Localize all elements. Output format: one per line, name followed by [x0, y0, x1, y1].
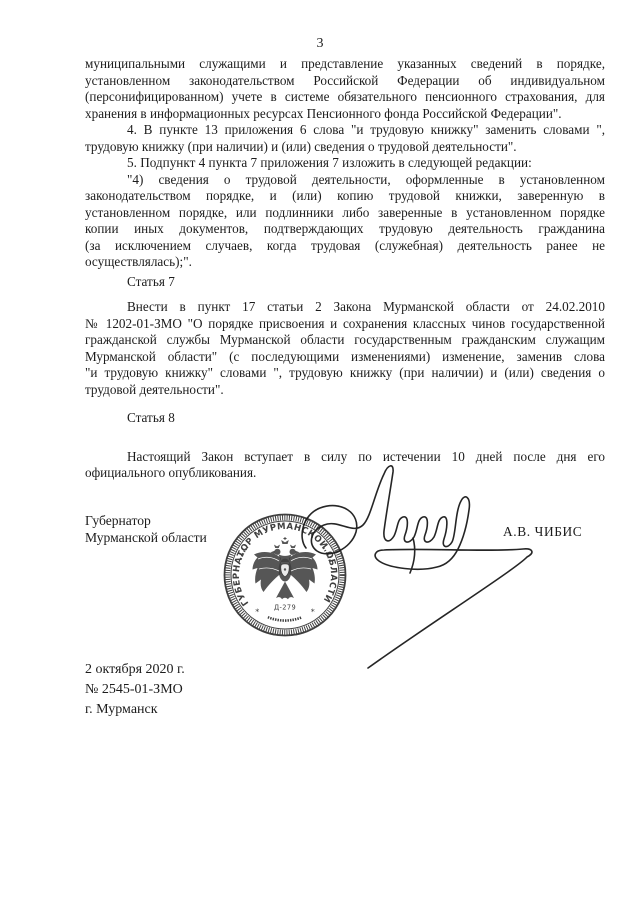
seal-ring-text: ГУБЕРНАТОР МУРМАНСКОЙ ОБЛАСТИ: [231, 521, 339, 608]
seal-number: Д-279: [273, 603, 297, 612]
page-number: 3: [316, 36, 324, 51]
signatory-title: [85, 512, 207, 546]
text-line: (персонифицированном) учете в системе обязательного пенсионного страхования, для: [85, 89, 605, 104]
text-line: хранения в информационных ресурсах Пенсионного фонда Российской Федерации".: [85, 105, 562, 121]
text-line: Статья 7: [127, 273, 175, 289]
paragraph: [85, 299, 605, 398]
text-line: установленном порядке, или подлинники либо заверенные в установленном порядке: [85, 204, 605, 220]
text-line: официального опубликования.: [85, 465, 257, 480]
document-city: г. Мурманск: [85, 702, 158, 717]
text-line: Настоящий Закон вступает в силу по истечении 10 дней после дня его: [127, 448, 605, 464]
text-line: муниципальными служащими и представление указанных сведений в порядке,: [85, 56, 605, 71]
text-line: Мурманской области" (с последующими изменениями) изменение, заменив слова: [85, 348, 605, 364]
text-line: (за исключением случаев, когда трудовая (служебная) деятельность ранее не: [85, 237, 605, 253]
article-heading: [85, 410, 605, 427]
article-heading: [85, 274, 605, 291]
signatory-name: А.В. ЧИБИС: [503, 524, 583, 539]
seal-separator-right: *: [310, 607, 315, 617]
text-line: Статья 8: [127, 410, 175, 425]
text-line: копии иных документов, подтверждающих трудовую деятельность гражданина: [85, 221, 605, 236]
text-line: осуществлялась);".: [85, 254, 192, 269]
document-date: 2 октября 2020 г.: [85, 662, 185, 677]
seal-separator-left: *: [255, 607, 260, 617]
paragraph: [85, 56, 605, 122]
text-line: трудовую книжку (при наличии) и (или) сведения о трудовой деятельности".: [85, 138, 517, 154]
document-footer: [85, 660, 185, 720]
text-line: Внести в пункт 17 статьи 2 Закона Мурманской области от 24.02.2010: [127, 299, 605, 314]
paragraph: [85, 122, 605, 155]
paragraph: [85, 172, 605, 271]
text-line: гражданской службы Мурманской области государственным гражданским служащим: [85, 332, 605, 347]
text-line: законодательством порядке, и (или) копию трудовой книжки, заверенную в: [85, 188, 605, 203]
handwritten-signature: [280, 455, 550, 680]
text-line: установленном законодательством Российской Федерации об индивидуальном: [85, 72, 605, 88]
signatory-title-line: Мурманской области: [85, 530, 207, 545]
text-line: № 1202-01-ЗМО "О порядке присвоения и сохранения классных чинов государственной: [85, 315, 605, 331]
text-line: трудовой деятельности".: [85, 381, 224, 397]
document-body: [85, 56, 605, 482]
text-line: "4) сведения о трудовой деятельности, оформленные в установленном: [127, 171, 605, 187]
paragraph: [85, 155, 605, 172]
text-line: 5. Подпункт 4 пункта 7 приложения 7 изложить в следующей редакции:: [127, 155, 532, 170]
text-line: "и трудовую книжку" словами ", трудовую книжку (при наличии) и (или) сведения о: [85, 365, 605, 380]
document-number: № 2545-01-ЗМО: [85, 682, 183, 697]
text-line: 4. В пункте 13 приложения 6 слова "и трудовую книжку" заменить словами ",: [127, 122, 605, 137]
signatory-title-line: Губернатор: [85, 513, 151, 528]
